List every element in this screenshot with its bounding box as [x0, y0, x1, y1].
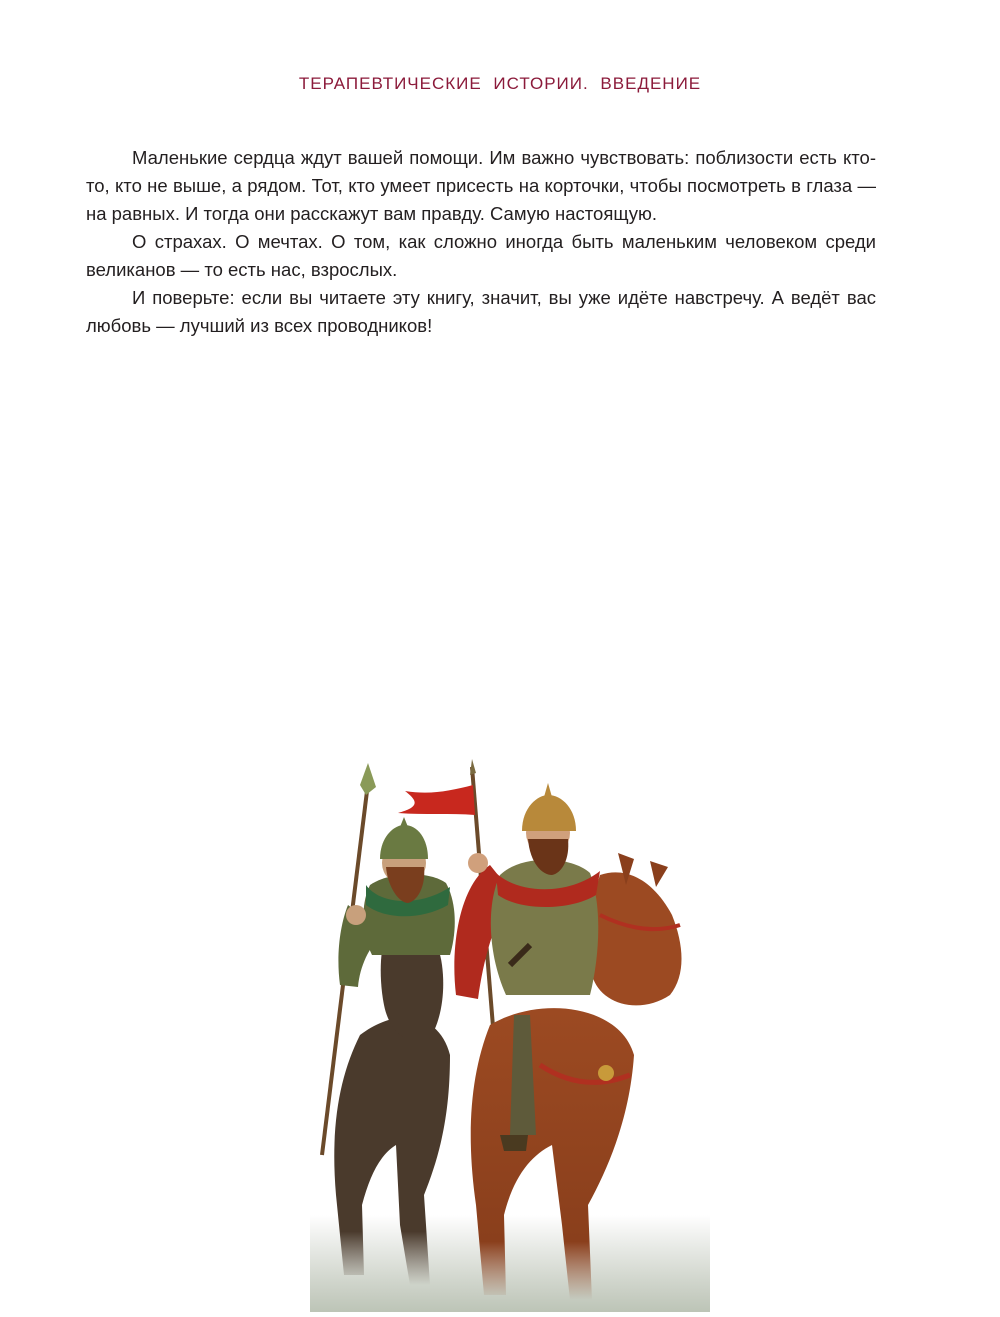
paragraph: Маленькие сердца ждут вашей помощи. Им важно чувствовать: поблизости есть кто-то, кто не выше, а рядом. Тот, кто умеет присесть на корточки, чтобы посмотреть в глаза — на равных. И тогда они расскажут вам правду. Самую настоящую. [86, 147, 876, 224]
paragraph: О страхах. О мечтах. О том, как сложно иногда быть маленьким человеком среди великанов — то есть нас, взрослых. [86, 231, 876, 280]
ground-haze [310, 1215, 710, 1312]
paragraph: И поверьте: если вы читаете эту книгу, значит, вы уже идёте навстречу. А ведёт вас любовь — лучший из всех проводников! [86, 287, 876, 336]
warriors-illustration [300, 755, 720, 1312]
warriors-drawing [300, 755, 720, 1312]
banner-flag [398, 785, 475, 815]
running-title: ТЕРАПЕВТИЧЕСКИЕ ИСТОРИИ. ВВЕДЕНИЕ [298, 74, 702, 93]
body-text [86, 144, 876, 340]
